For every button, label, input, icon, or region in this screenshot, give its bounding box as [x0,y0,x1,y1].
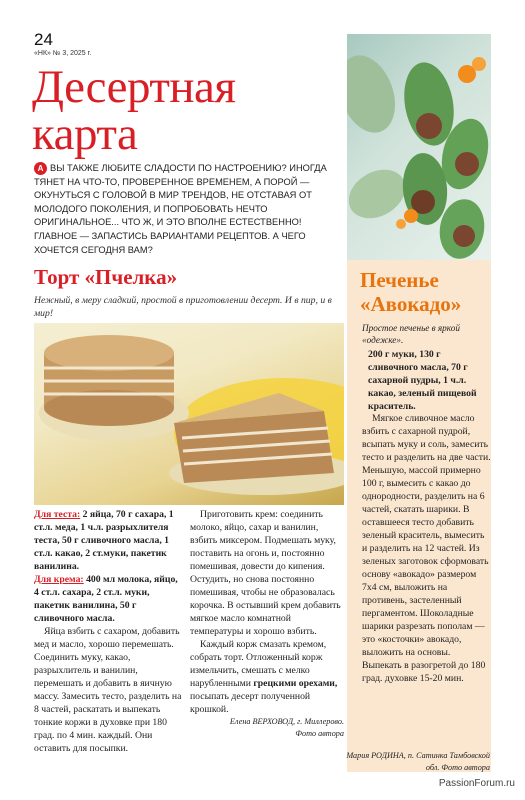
recipe1-photo-credit: Фото автора [295,729,344,738]
watermark: PassionForum.ru [438,778,515,789]
cake-photo [34,323,344,505]
cream-ingredients: 400 мл молока, яйцо, 4 ст.л. сахара, 2 ст.л. муки, пакетик ванилина, 50 г сливочного масла. [34,574,178,624]
recipe1-title: Торт «Пчелка» [34,265,178,289]
avocado-cookies-photo [347,34,491,260]
recipe2-steps: Мягкое сливочное масло взбить с сахарной пудрой, всыпать муку и соль, замесить тесто и разделить на две части. Меньшую, массой примерно 100 г, вымесить с какао до однородности, разделить на 6 частей, скатать шарики. В оставшееся тесто добавить зеленый краситель, вымесить и разделить на 12 частей. Из зеленых заготовок сформовать основу «авокадо» размером 7х4 см, выложить на противень, застеленный пергаментом. Шоколадные шарики разрезать пополам — это «косточки» авокадо, выложить на основы. Выпекать в разогретой до 180 град. духовке 15-20 мин. [362,413,491,684]
page-title: Десертная карта [32,61,236,160]
dough-label: Для теста: [34,509,81,520]
page-number: 24 [34,30,53,49]
cream-label: Для крема: [34,574,84,585]
intro-paragraph [34,162,342,257]
recipe2-author: Мария РОДИНА, п. Сатинка Тамбовской обл. Фото автора [346,751,490,772]
recipe1-step-1: Яйца взбить с сахаром, добавить мед и масло, хорошо перемешать. Соединить муку, какао, разрыхлитель и ванилин, перемешать и добавить в яичную массу. Замесить тесто, разделить на 8 частей, раскатать и выпекать тонкие коржи в духовке при 180 град. по 4 мин. каждый. Они оставить для посыпки. [34,626,182,754]
recipe1-lead: Нежный, в меру сладкий, простой в приготовлении десерт. И в пир, и в мир! [34,295,332,319]
intro-text: ВЫ ТАКЖЕ ЛЮБИТЕ СЛАДОСТИ ПО НАСТРОЕНИЮ? ИНОГДА ТЯНЕТ НА ЧТО-ТО, ПРОВЕРЕННОЕ ВРЕМЕНЕМ, А ПОРОЙ — ОКУНУТЬСЯ С ГОЛОВОЙ В МИР ТРЕНДОВ, НЕ ОТСТАВАЯ ОТ МОЛОДОГО ПОКОЛЕНИЯ, И ПОПРОБОВАТЬ НЕЧТО ОРИГИНАЛЬНОЕ... ЧТО Ж, И ЭТО ВПОЛНЕ ЕСТЕСТВЕННО! ГЛАВНОЕ — ЗАПАСТИСЬ ВАРИАНТАМИ РЕЦЕПТОВ. А ЧЕГО ХОЧЕТСЯ СЕГОДНЯ ВАМ? [34,163,327,255]
recipe2-lead: Простое печенье в яркой «одежке». [362,323,460,345]
recipe1-walnuts: грецкими орехами, [253,678,338,689]
dough-ingredients: 2 яйца, 70 г сахара, 1 ст.л. меда, 1 ч.л. разрыхлителя теста, 50 г сливочного масла, 1 ст.л. какао, 2 ст.муки, пакетик ванилина. [34,509,174,572]
recipe2-title: Печенье «Авокадо» [360,268,462,316]
recipe2-ingredients: 200 г муки, 130 г сливочного масла, 70 г сахарной пудры, 1 ч.л. какао, зеленый пищевой краситель. [368,349,477,412]
dropcap: А [34,162,47,175]
recipe1-step-3-start: Каждый корж смазать кремом, собрать торт. Отложенный корж измельчить, смешать с мелко нарубленными [190,639,327,689]
recipe1-column-1 [34,508,184,755]
recipe1-column-2 [190,508,344,740]
recipe1-author: Елена ВЕРХОВОД, г. Миллерово. [229,717,344,726]
recipe1-step-3-end: посыпать десерт полученной крошкой. [190,691,311,715]
issue-label: «НК» № 3, 2025 г. [34,50,92,57]
recipe1-step-2: Приготовить крем: соединить молоко, яйцо, сахар и ванилин, взбить миксером. Подмешать муку, поставить на огонь и, постоянно помешивая, довести до кипения. Остудить, но снова постоянно помешивая, чтобы не образовалась корочка. В остывший крем добавить мягкое масло комнатной температуры и хорошо взбить. [190,509,341,637]
